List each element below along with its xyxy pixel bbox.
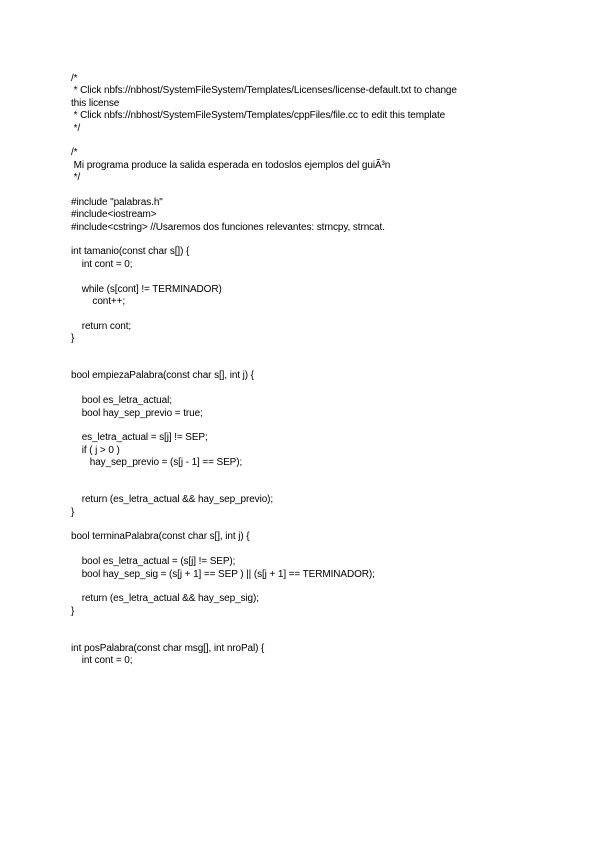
code-line: } [71, 605, 75, 617]
code-line: /* [71, 147, 78, 159]
code-line [71, 420, 561, 432]
code-line: bool es_letra_actual = (s[j] != SEP); [71, 556, 236, 568]
code-line [71, 383, 561, 395]
code-line [71, 470, 561, 482]
code-line: int tamanio(const char s[]) { [71, 246, 190, 258]
code-line: * Click nbfs://nbhost/SystemFileSystem/Templates/cppFiles/file.cc to edit this template [71, 110, 446, 122]
code-line: /* [71, 73, 78, 84]
code-line: #include<cstring> //Usaremos dos funciones relevantes: strncpy, strncat. [71, 221, 385, 233]
code-line: this license [71, 97, 120, 109]
code-line: Mi programa produce la salida esperada en todoslos ejemplos del guiÃ³n [71, 159, 391, 171]
code-line: int posPalabra(const char msg[], int nroPal) { [71, 642, 265, 654]
code-line: return (es_letra_actual && hay_sep_previo); [71, 494, 274, 506]
code-line [71, 358, 561, 370]
code-line: #include "palabras.h" [71, 196, 163, 208]
code-line [71, 519, 561, 531]
code-line: bool es_letra_actual; [71, 395, 172, 407]
code-line [71, 308, 561, 320]
code-line: } [71, 333, 75, 345]
code-line [71, 631, 561, 643]
code-line [71, 271, 561, 283]
code-line: bool hay_sep_previo = true; [71, 407, 203, 419]
code-line: */ [71, 122, 81, 134]
code-line [71, 234, 561, 246]
code-line [71, 185, 561, 197]
code-line: es_letra_actual = s[j] != SEP; [71, 432, 208, 444]
code-listing [71, 73, 561, 668]
code-line [71, 346, 561, 358]
code-line [71, 482, 561, 494]
code-line [71, 135, 561, 147]
code-line: } [71, 506, 75, 518]
code-line: bool hay_sep_sig = (s[j + 1] == SEP ) || (s[j + 1] == TERMINADOR); [71, 568, 375, 580]
code-line [71, 581, 561, 593]
code-line: cont++; [71, 296, 126, 308]
code-line: */ [71, 172, 81, 184]
code-line: int cont = 0; [71, 258, 133, 270]
code-line: if ( j > 0 ) [71, 444, 120, 456]
code-line: hay_sep_previo = (s[j - 1] == SEP); [71, 457, 243, 469]
code-line: * Click nbfs://nbhost/SystemFileSystem/Templates/Licenses/license-default.txt to change [71, 85, 457, 97]
code-line: bool terminaPalabra(const char s[], int j) { [71, 531, 250, 543]
code-line: return cont; [71, 320, 132, 332]
code-line [71, 544, 561, 556]
code-line: int cont = 0; [71, 655, 133, 667]
code-line [71, 618, 561, 630]
code-line: #include<iostream> [71, 209, 157, 221]
code-line: while (s[cont] != TERMINADOR) [71, 283, 222, 295]
code-line: bool empiezaPalabra(const char s[], int j) { [71, 370, 254, 382]
code-line: return (es_letra_actual && hay_sep_sig); [71, 593, 259, 605]
